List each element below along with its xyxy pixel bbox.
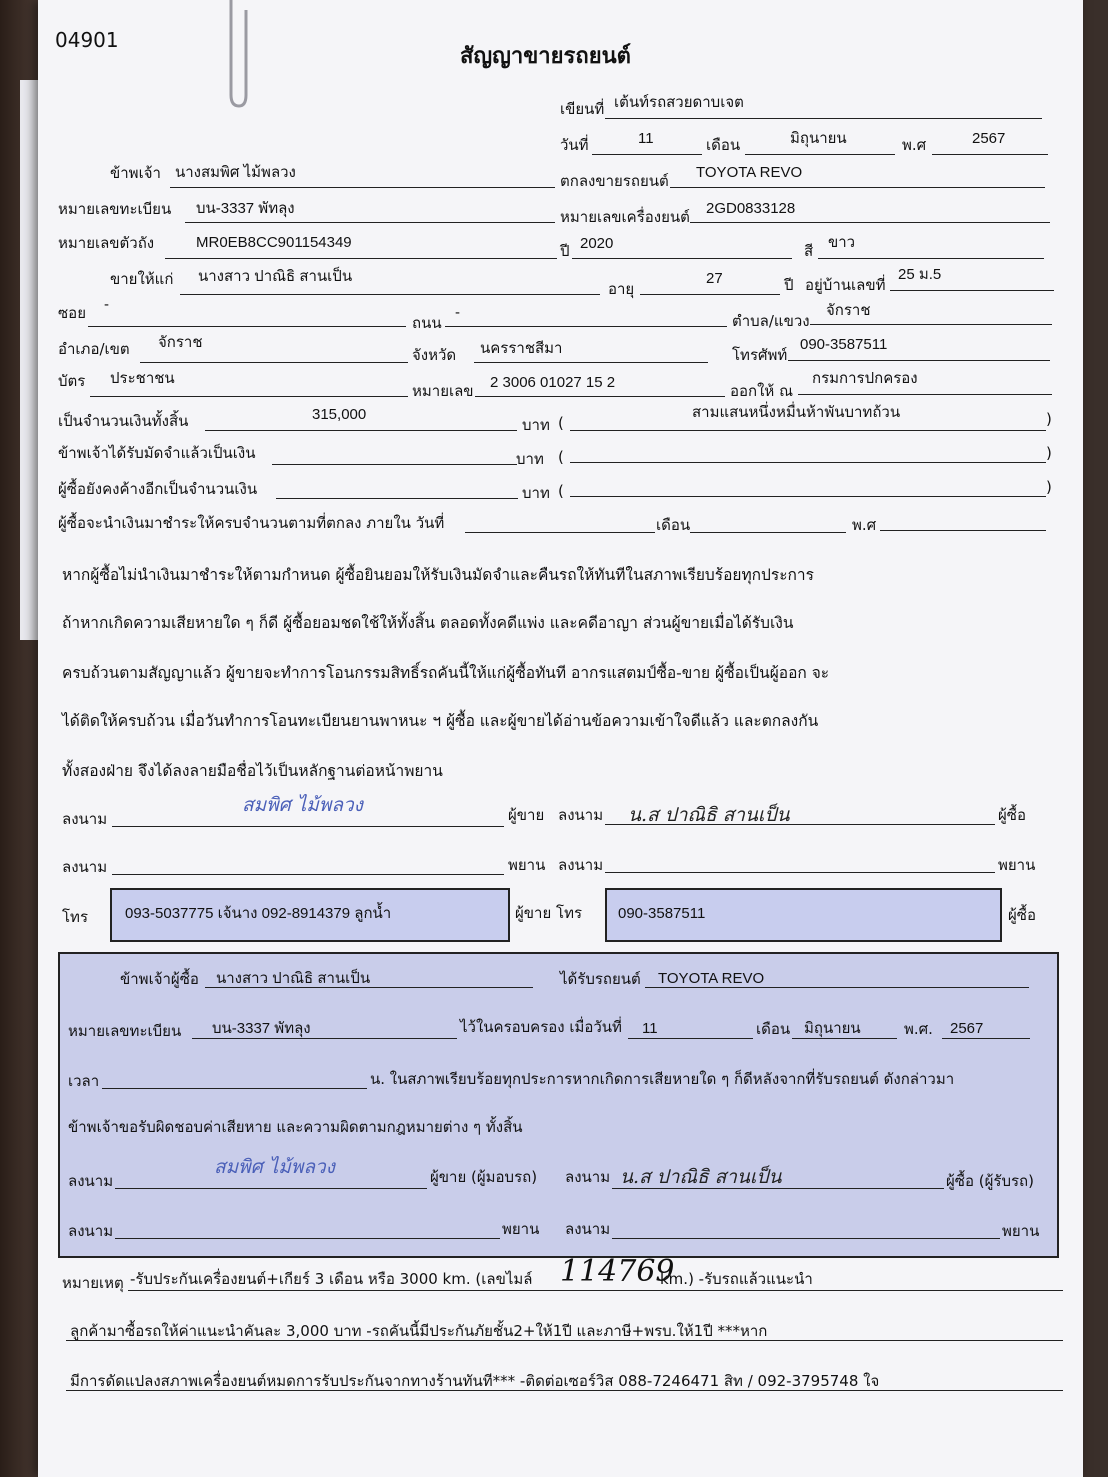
receipt-month: มิถุนายน [804,1020,861,1037]
id-value: 2 3006 01027 15 2 [490,374,616,391]
note-line-1b: km.) -รับรถแล้วแนะนำ [660,1270,813,1288]
chassis-label: หมายเลขตัวถัง [58,234,155,252]
sign-label-4: ลงนาม [558,856,604,874]
buyer-name: นางสาว ปาณิธิ สานเป็น [198,268,353,285]
mileage-handwritten: 114769 [560,1254,675,1289]
paren-open-3: ( [558,482,564,500]
receipt-sign-label-3: ลงนาม [68,1222,114,1240]
sign-label-1: ลงนาม [62,810,108,828]
issued-value: กรมการปกครอง [812,370,918,387]
buyer-signature: น.ส ปาณิธิ สานเป็น [628,804,790,826]
receipt-section [58,952,1059,1258]
terms-line-3: ครบถ้วนตามสัญญาแล้ว ผู้ขายจะทำการโอนกรรมสิทธิ์รถคันนี้ให้แก่ผู้ซื้อทันที อากรแสตมป์ซื้อ-ขาย ผู้ซื้อเป็นผู้ออก จะ [62,664,830,682]
receipt-plate: บน-3337 พัทลุง [212,1020,311,1037]
color-label: สี [804,242,814,260]
receipt-buyer-role: ผู้ซื้อ (ผู้รับรถ) [946,1172,1034,1190]
page-title: สัญญาขายรถยนต์ [460,44,631,69]
due-year-label: พ.ศ [852,516,877,534]
terms-line-4: ได้ติดให้ครบถ้วน เมื่อวันทำการโอนทะเบียนยานพาหนะ ฯ ผู้ซื้อ และผู้ขายได้อ่านข้อความเข้าใจดีแล้ว และตกลงกัน [62,712,819,730]
document-number: 04901 [55,28,119,52]
phone-value: 090-3587511 [800,336,888,353]
note-line-2: ลูกค้ามาซื้อรถให้ค่าแนะนำคันละ 3,000 บาท -รถคันนี้มีประกันภัยชั้น2+ให้1ปี และภาษี+พรบ.ให้1ปี ***หาก [70,1322,768,1340]
age-label: อายุ [608,280,635,298]
agree-label: ตกลงขายรถยนต์ [560,172,669,190]
house-label: อยู่บ้านเลขที่ [805,276,886,294]
note-label: หมายเหตุ [62,1274,124,1292]
total-words: สามแสนหนึ่งหมื่นห้าพันบาทถ้วน [692,404,901,421]
seller-phone: 093-5037775 เจ้นาง 092-8914379 ลูกน้ำ [125,905,392,922]
card-label: บัตร [58,372,86,390]
receipt-year: 2567 [950,1020,984,1037]
car-model: TOYOTA REVO [696,164,803,181]
phone-label: โทรศัพท์ [732,346,788,364]
seller-signature: สมพิศ ไม้พลวง [242,794,363,816]
date-month: มิถุนายน [790,130,847,147]
written-at-label: เขียนที่ [560,100,605,118]
written-at-value: เต้นท์รถสวยดาบเจต [614,94,744,111]
receipt-buyer-signature: น.ส ปาณิธิ สานเป็น [620,1166,782,1188]
note-line-1a: -รับประกันเครื่องยนต์+เกียร์ 3 เดือน หรือ 3000 km. (เลขไมล์ [130,1270,533,1288]
receipt-witness-1: พยาน [502,1220,540,1238]
engine-label: หมายเลขเครื่องยนต์ [560,208,690,226]
date-year: 2567 [972,130,1006,147]
receipt-day: 11 [642,1020,658,1037]
witness-role-2: พยาน [998,856,1036,874]
soi-label: ซอย [58,304,86,322]
receipt-sign-label-4: ลงนาม [565,1220,611,1238]
road-label: ถนน [412,314,442,332]
receipt-year-label: พ.ศ. [904,1020,933,1038]
baht-label-3: บาท [522,484,550,502]
terms-line-5: ทั้งสองฝ่าย จึงได้ลงลายมือชื่อไว้เป็นหลักฐานต่อหน้าพยาน [62,762,443,780]
month-label: เดือน [706,136,741,154]
sign-label-3: ลงนาม [62,858,108,876]
total-value: 315,000 [312,406,367,423]
sign-label-2: ลงนาม [558,806,604,824]
card-value: ประชาชน [110,370,175,387]
witness-role-1: พยาน [508,856,546,874]
seller-phone-label: ผู้ขาย โทร [515,904,583,922]
subdistrict-value: จักราช [826,302,871,319]
time-text: น. ในสภาพเรียบร้อยทุกประการหากเกิดการเสียหายใด ๆ ก็ดีหลังจากที่รับรถยนต์ ดังกล่าวมา [370,1070,955,1088]
phone-label-1: โทร [62,908,89,926]
buyer-phone: 090-3587511 [618,905,706,922]
receipt-witness-2: พยาน [1002,1222,1040,1240]
car-year-label: ปี [560,242,570,260]
color-value: ขาว [828,234,856,251]
plate-value: บน-3337 พัทลุง [196,200,295,217]
receipt-buyer-name: นางสาว ปาณิธิ สานเป็น [216,970,371,987]
road-value: - [455,304,460,321]
engine-value: 2GD0833128 [706,200,796,217]
date-day: 11 [638,130,654,147]
subdistrict-label: ตำบล/แขวง [732,312,810,330]
seller-label: ข้าพเจ้า [110,164,161,182]
note-line-3: มีการดัดแปลงสภาพเครื่องยนต์หมดการรับประกันจากทางร้านทันที*** -ติดต่อเซอร์วิส 088-7246471 สิท / 092-3795748 ใจ [70,1372,880,1390]
due-month-label: เดือน [656,516,691,534]
remaining-label: ผู้ซื้อยังคงค้างอีกเป็นจำนวนเงิน [58,480,258,498]
plate-label: หมายเลขทะเบียน [58,200,172,218]
receipt-seller-signature: สมพิศ ไม้พลวง [214,1156,335,1178]
paren-close-1: ) [1046,410,1052,428]
possess-label: ไว้ในครอบครอง เมื่อวันที่ [460,1018,622,1036]
deposit-label: ข้าพเจ้าได้รับมัดจำแล้วเป็นเงิน [58,444,256,462]
id-label: หมายเลข [412,382,474,400]
paren-close-3: ) [1046,478,1052,496]
province-value: นครราชสีมา [480,340,563,357]
receipt-plate-label: หมายเลขทะเบียน [68,1022,182,1040]
year-label: พ.ศ [902,136,927,154]
receipt-seller-role: ผู้ขาย (ผู้มอบรถ) [430,1168,538,1186]
paper-clip-icon [213,0,253,110]
terms-line-2: ถ้าหากเกิดความเสียหายใด ๆ ก็ดี ผู้ซื้อยอมชดใช้ให้ทั้งสิ้น ตลอดทั้งคดีแพ่ง และคดีอาญา ส่วนผู้ขายเมื่อได้รับเงิน [62,614,794,632]
terms-line-1: หากผู้ซื้อไม่นำเงินมาชำระให้ตามกำหนด ผู้ซื้อยินยอมให้รับเงินมัดจำและคืนรถให้ทันทีในสภาพเรียบร้อยทุกประการ [62,566,814,584]
paren-close-2: ) [1046,444,1052,462]
district-label: อำเภอ/เขต [58,340,130,358]
issued-label: ออกให้ ณ [730,382,793,400]
seller-role-1: ผู้ขาย [508,806,545,824]
house-value: 25 ม.5 [898,266,942,283]
receipt-sign-label-2: ลงนาม [565,1168,611,1186]
liability-text: ข้าพเจ้าขอรับผิดชอบค่าเสียหาย และความผิดตามกฎหมายต่าง ๆ ทั้งสิ้น [68,1118,523,1136]
receipt-sign-label-1: ลงนาม [68,1172,114,1190]
age-unit: ปี [784,276,794,294]
buyer-role-1: ผู้ซื้อ [998,806,1026,824]
buyer-label: ขายให้แก่ [110,270,174,288]
receipt-month-label: เดือน [756,1020,791,1038]
district-value: จักราช [158,334,203,351]
province-label: จังหวัด [412,346,457,364]
seller-name: นางสมพิศ ไม้พลวง [175,164,296,181]
buyer-role-2: ผู้ซื้อ [1008,906,1036,924]
car-year-value: 2020 [580,235,614,252]
received-label: ได้รับรถยนต์ [560,970,641,988]
paren-open-1: ( [558,414,564,432]
paren-open-2: ( [558,448,564,466]
due-label: ผู้ซื้อจะนำเงินมาชำระให้ครบจำนวนตามที่ตกลง ภายใน วันที่ [58,514,445,532]
age-value: 27 [706,270,723,287]
time-label: เวลา [68,1072,100,1090]
receipt-buyer-label: ข้าพเจ้าผู้ซื้อ [120,970,199,988]
soi-value: - [104,296,109,313]
baht-label-2: บาท [516,450,544,468]
total-label: เป็นจำนวนเงินทั้งสิ้น [58,412,189,430]
chassis-value: MR0EB8CC901154349 [196,234,352,251]
date-label: วันที่ [560,136,589,154]
baht-label-1: บาท [522,416,550,434]
received-car: TOYOTA REVO [658,970,765,987]
